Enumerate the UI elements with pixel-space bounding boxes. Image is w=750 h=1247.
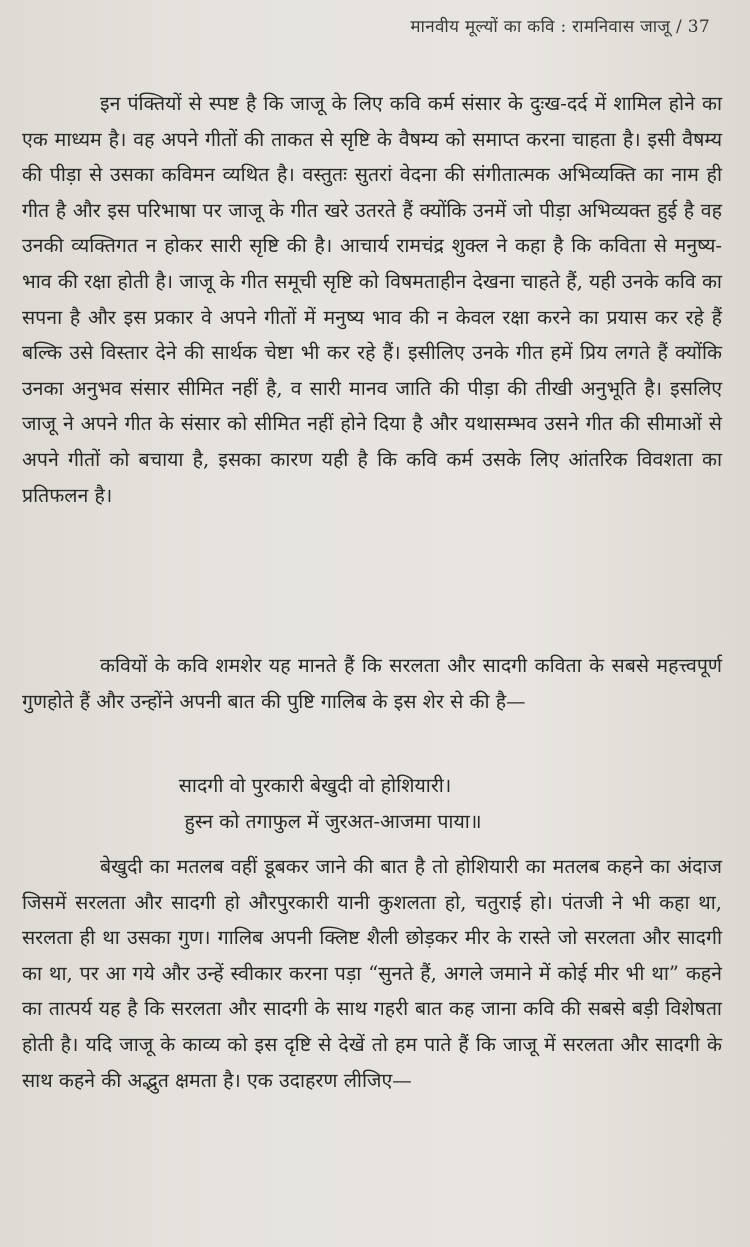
paragraph-text: इन पंक्तियों से स्पष्ट है कि जाजू के लिए कवि कर्म संसार के दुःख-दर्द में शामिल होने का एक माध्यम है। वह अपने गीतों की ताकत से सृष्टि के वैषम्य को समाप्त करना चाहता है। इसी वैषम्य की पीड़ा से उसका कविमन व्यथित है। वस्तुतः सुतरां वेदना की संगीतात्मक अभिव्यक्ति का नाम ही गीत है और इस परिभाषा पर जाजू के गीत खरे उतरते हैं क्योंकि उनमें जो पीड़ा अभिव्यक्त हुई है वह उनकी व्यक्तिगत न होकर सारी सृष्टि की है। आचार्य रामचंद्र शुक्ल ने कहा है कि कविता से मनुष्य-भाव की रक्षा होती है। जाजू के गीत समूची सृष्टि को विषमताहीन देखना चाहते हैं, यही उनके कवि का सपना है और इस प्रकार वे अपने गीतों में मनुष्य भाव की न केवल रक्षा करने का प्रयास कर रहे हैं बल्कि उसे विस्तार देने की सार्थक चेष्टा भी कर रहे हैं। इसीलिए उनके गीत हमें प्रिय लगते हैं क्योंकि उनका अनुभव संसार सीमित नहीं है, व सारी मानव जाति की पीड़ा की तीखी अनुभूति है। इसलिए जाजू ने अपने गीत के संसार को सीमित नहीं होने दिया है और यथासम्भव उसने गीत की सीमाओं से अपने गीतों को बचाया है, इसका कारण यही है कि कवि कर्म उसके लिए आंतरिक विवशता का प्रतिफलन है। (22, 92, 722, 507)
paragraph-3 (22, 849, 722, 1098)
couplet-quote (0, 768, 750, 840)
paragraph-text: बेखुदी का मतलब वहीं डूबकर जाने की बात है तो होशियारी का मतलब कहने का अंदाज जिसमें सरलता और सादगी हो औरपुरकारी यानी कुशलता हो, चतुराई हो। पंतजी ने भी कहा था, सरलता ही था उसका गुण। गालिब अपनी क्लिष्ट शैली छोड़कर मीर के रास्ते जो सरलता और सादगी का था, पर आ गये और उन्हें स्वीकार करना पड़ा “सुनते हैं, अगले जमाने में कोई मीर भी था” कहने का तात्पर्य यह है कि सरलता और सादगी के साथ गहरी बात कह जाना कवि की सबसे बड़ी विशेषता होती है। यदि जाजू के काव्य को इस दृष्टि से देखें तो हम पाते हैं कि जाजू में सरलता और सादगी के साथ कहने की अद्भुत क्षमता है। एक उदाहरण लीजिए— (22, 855, 722, 1092)
paragraph-text: कवियों के कवि शमशेर यह मानते हैं कि सरलता और सादगी कविता के सबसे महत्त्वपूर्ण गुणहोते हैं और उन्होंने अपनी बात की पुष्टि गालिब के इस शेर से की है— (22, 654, 722, 713)
paragraph-1 (22, 86, 722, 513)
couplet-line-2: हुस्न को तगाफुल में जुरअत-आजमा पाया॥ (184, 810, 482, 833)
couplet-line-1: सादगी वो पुरकारी बेखुदी वो होशियारी। (178, 774, 452, 797)
running-header: मानवीय मूल्यों का कवि : रामनिवास जाजू / 37 (410, 17, 710, 37)
paragraph-2 (22, 648, 722, 719)
